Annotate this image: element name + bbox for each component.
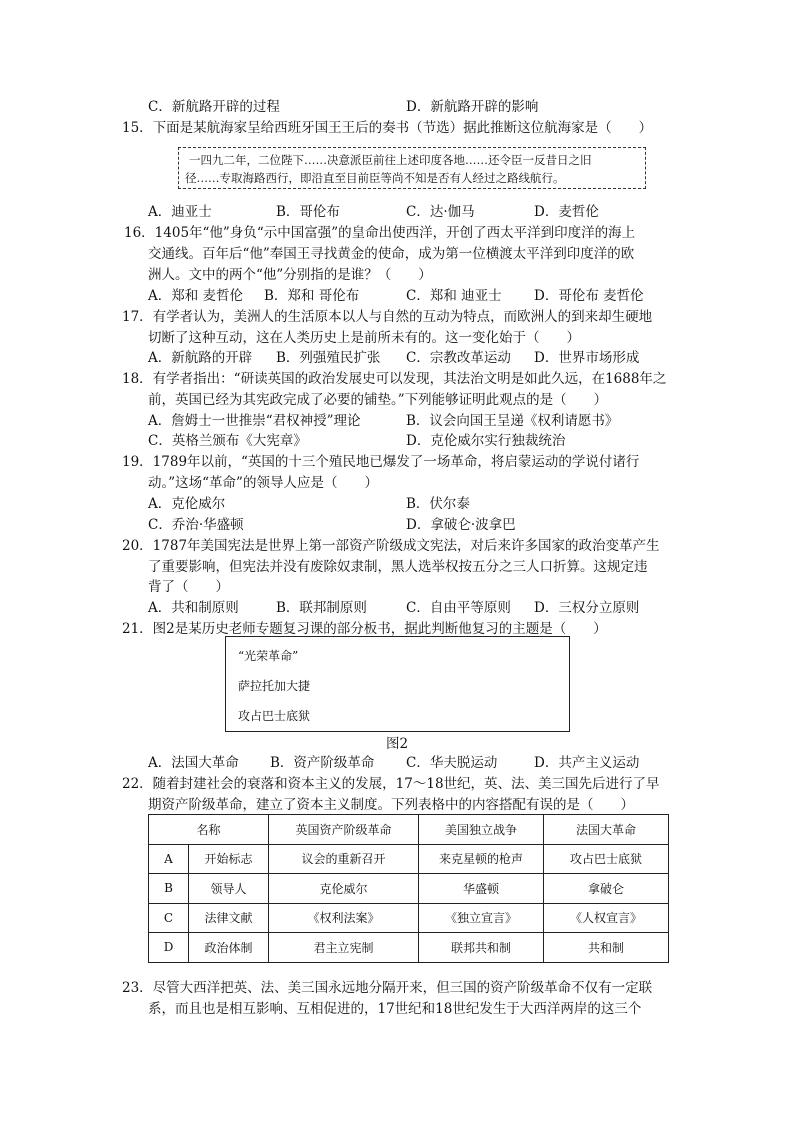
q17-option-c: C．宗教改革运动 [406,350,511,366]
q16-line: 洲人。文中的两个“他”分别指的是谁？（ ） [148,267,432,283]
q16-option-c: C．郑和 迪亚士 [406,288,502,304]
q20-option-c: C．自由平等原则 [406,600,511,616]
q15-option-b: B．哥伦布 [276,204,340,220]
q19-line: 动。”这场“革命”的领导人应是（ ） [148,475,378,491]
table-header-row [149,815,669,845]
q15-quote-box [178,147,646,189]
table-cell: 华盛顿 [419,874,544,904]
table-cell: C [149,903,189,933]
figure-caption: 图2 [386,736,409,752]
q18-option-d: D．克伦威尔实行独裁统治 [406,433,566,449]
table-cell: 联邦共和制 [419,933,544,963]
q17-option-d: D．世界市场形成 [534,350,640,366]
q21-option-c: C．华夫脱运动 [406,755,498,771]
q17-option-b: B．列强殖民扩张 [276,350,381,366]
table-cell: 共和制 [544,933,669,963]
q18-line: 18．有学者指出：“研读英国的政治发展史可以发现，其法治文明是如此久远，在1688年之 [122,371,667,387]
table-row [149,903,669,933]
q19-option-a: A．克伦威尔 [148,496,226,512]
q20-line: 了重要影响，但宪法并没有废除奴隶制，黑人选举权按五分之三人口折算。这规定违 [148,559,648,575]
table-cell: 《独立宣言》 [419,903,544,933]
q23-line: 23．尽管大西洋把英、法、美三国永远地分隔开来，但三国的资产阶级革命不仅有一定联 [122,980,653,996]
board-item: “光荣革命” [238,649,299,663]
q19-option-b: B．伏尔泰 [406,496,470,512]
q15-quote-line: 径……专取海路西行，即沿直至目前臣等尚不知是否有人经过之路线航行。 [185,171,565,185]
table-cell: 拿破仑 [544,874,669,904]
q22-line: 期资产阶级革命，建立了资本主义制度。下列表格中的内容搭配有误的是（ ） [148,797,634,813]
table-row [149,933,669,963]
table-cell: D [149,933,189,963]
q17-option-a: A．新航路的开辟 [148,350,253,366]
blackboard-figure [225,636,570,732]
q16-option-d: D．哥伦布 麦哲伦 [534,288,644,304]
q15-option-d: D．麦哲伦 [534,204,599,220]
table-header: 名称 [149,815,269,845]
table-cell: 克伦威尔 [269,874,419,904]
table-cell: B [149,874,189,904]
q23-line: 系，而且也是相互影响、互相促进的，17世纪和18世纪发生于大西洋两岸的这三个 [148,1001,642,1017]
q20-line: 20．1787年美国宪法是世界上第一部资产阶级成文宪法，对后来许多国家的政治变革产生 [122,538,660,554]
table-cell: 来克星顿的枪声 [419,844,544,874]
table-cell: 领导人 [189,874,269,904]
table-row [149,874,669,904]
board-item: 萨拉托加大捷 [238,679,311,693]
q21-option-b: B．资产阶级革命 [270,755,375,771]
q16-option-b: B．郑和 哥伦布 [264,288,360,304]
q15-stem: 15．下面是某航海家呈给西班牙国王王后的奏书（节选）据此推断这位航海家是（ ） [122,120,653,136]
q20-option-d: D．三权分立原则 [534,600,640,616]
q21-stem: 21．图2是某历史老师专题复习课的部分板书，据此判断他复习的主题是（ ） [122,621,607,637]
q15-quote-line: 一四九二年，二位陛下……决意派臣前往上述印度各地……还令臣一反昔日之旧 [189,153,592,167]
q21-option-d: D．共产主义运动 [534,755,640,771]
q16-line: 16．1405年“他”身负“示中国富强”的皇命出使西洋，开创了西太平洋到印度洋的海上 [124,225,636,241]
q18-option-b: B．议会向国王呈递《权利请愿书》 [406,413,619,429]
q15-option-a: A．迪亚士 [148,204,212,220]
table-header: 美国独立战争 [419,815,544,845]
table-row [149,844,669,874]
q20-line: 背了（ ） [148,579,229,595]
q14-option-c: C．新航路开辟的过程 [148,99,280,115]
q18-option-a: A．詹姆士一世推崇“君权神授”理论 [148,413,361,429]
table-cell: 法律文献 [189,903,269,933]
q20-option-a: A．共和制原则 [148,600,239,616]
board-item: 攻占巴士底狱 [238,709,311,723]
table-cell: 攻占巴士底狱 [544,844,669,874]
table-cell: 君主立宪制 [269,933,419,963]
q14-option-d: D．新航路开辟的影响 [406,99,539,115]
q22-line: 22．随着封建社会的衰落和资本主义的发展，17～18世纪，英、法、美三国先后进行了早 [122,776,660,792]
table-header: 英国资产阶级革命 [269,815,419,845]
table-cell: 开始标志 [189,844,269,874]
q20-option-b: B．联邦制原则 [276,600,367,616]
q18-line: 前，英国已经为其宪政完成了必要的铺垫。”下列能够证明此观点的是（ ） [148,392,608,408]
q17-line: 切断了这种互动，这在人类历史上是前所未有的。这一变化始于（ ） [148,330,580,346]
table-cell: A [149,844,189,874]
q16-option-a: A．郑和 麦哲伦 [148,288,244,304]
table-header: 法国大革命 [544,815,669,845]
q19-option-c: C．乔治·华盛顿 [148,517,244,533]
q18-option-c: C．英格兰颁布《大宪章》 [148,433,307,449]
q19-option-d: D．拿破仑·波拿巴 [406,517,516,533]
q16-line: 交通线。百年后“他”奉国王寻找黄金的使命，成为第一位横渡太平洋到印度洋的欧 [148,246,635,262]
q17-line: 17．有学者认为，美洲人的生活原本以人与自然的互动为特点，而欧洲人的到来却生硬地 [122,309,653,325]
q15-option-c: C．达·伽马 [406,204,475,220]
comparison-table [148,814,669,963]
q21-option-a: A．法国大革命 [148,755,239,771]
table-cell: 《权利法案》 [269,903,419,933]
table-cell: 议会的重新召开 [269,844,419,874]
table-cell: 《人权宣言》 [544,903,669,933]
table-cell: 政治体制 [189,933,269,963]
q19-line: 19．1789年以前，“英国的十三个殖民地已爆发了一场革命，将启蒙运动的学说付诸行 [122,454,640,470]
